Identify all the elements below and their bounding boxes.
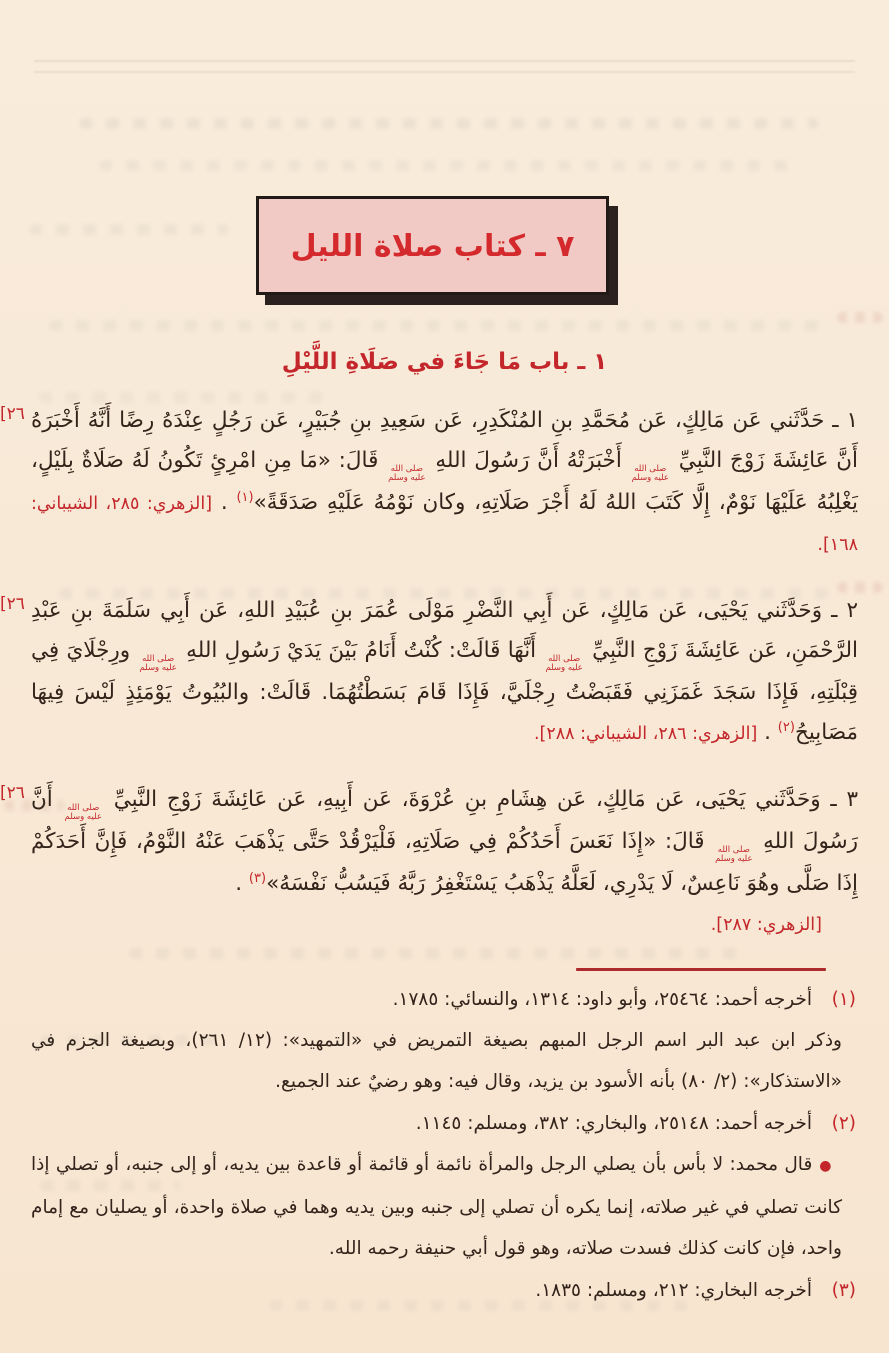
hadith-text: ٣ ـ وَحَدَّثَني يَحْيَى، عَن مَالِكٍ، عَن هِشَامِ بنِ عُرْوَةَ، عَن أَبِيهِ، عَن عَائِشَةَ زَوْجِ النَّبِيِّ: [103, 787, 858, 812]
footnote-separator: [576, 968, 826, 971]
footnote-continuation: [31, 1020, 858, 1102]
hadith-list: [0, 401, 859, 942]
bab-heading: ١ ـ باب مَا جَاءَ في صَلَاةِ اللَّيْلِ: [281, 349, 608, 375]
saw-symbol-bottom: عليه وسلم: [715, 854, 753, 864]
saw-symbol-bottom: عليه وسلم: [64, 812, 102, 822]
kitab-title-box: [256, 196, 609, 295]
takhrij-reference: [الزهري: ٢٨٧].: [710, 915, 822, 935]
footnote-main: [31, 1270, 858, 1311]
footnote-text: أخرجه أحمد: ٢٥١٤٨، والبخاري: ٣٨٢، ومسلم: ١١٤٥.: [415, 1113, 812, 1134]
saw-symbol-bottom: عليه وسلم: [139, 663, 177, 673]
footnote-marker-inline: (٢): [777, 719, 795, 735]
kitab-title: ٧ ـ كتاب صلاة الليل: [290, 229, 575, 264]
saw-symbol-top: صلى الله: [67, 803, 100, 813]
hadith-text: أَنَّهَا قَالَتْ: كُنْتُ أَنَامُ بَيْنَ يَدَيْ رَسُولِ اللهِ: [178, 638, 544, 663]
saw-symbol-top: صلى الله: [634, 464, 667, 474]
margin-hadith-number: [٢٦: [0, 404, 25, 424]
bullet-icon: ●: [819, 1158, 832, 1174]
header-rule: [34, 60, 855, 62]
saw-symbol: [65, 804, 102, 822]
hadith-text: .: [757, 720, 778, 745]
saw-symbol-bottom: عليه وسلم: [545, 663, 583, 673]
footnote-text: قال محمد: لا بأس بأن يصلي الرجل والمرأة نائمة أو قائمة أو قاعدة بين يديه، أو إلى جنبه، أو تصلي إذا كانت تصلي في غير صلاته، إنما يكره أن تصلي إلى جنبه وبين يديه وهما في صلاة واحدة، أو يصليان مع إمام واحد، فإن كانت كذلك فسدت صلاته، وهو قول أبي حنيفة رحمه الله.: [31, 1154, 842, 1259]
bleed-through-smudge: [129, 948, 749, 959]
saw-symbol: [139, 655, 176, 673]
saw-symbol-top: صلى الله: [142, 654, 175, 664]
saw-symbol-bottom: عليه وسلم: [631, 473, 670, 483]
footnote-marker-inline: (١): [236, 489, 254, 505]
hadith-text: ١ ـ حَدَّثَني عَن مَالِكٍ، عَن مُحَمَّدِ بنِ المُنْكَدِرِ، عَن سَعِيدِ بنِ جُبَيْرٍ، عَن رَجُلٍ عِنْدَهُ رِضًا أَنَّهُ أَخْبَرَهُ أَنَّ عَائِشَةَ زَوْجَ النَّبِيِّ: [31, 408, 858, 473]
footnote-number: (٣): [831, 1280, 856, 1301]
footnote-item: [31, 979, 858, 1102]
hadith-text: أَنَّ رَسُولَ اللهِ: [31, 787, 858, 854]
saw-symbol-top: صلى الله: [717, 845, 750, 855]
takhrij-reference: [الزهري: ٢٨٦، الشيباني: ٢٨٨].: [533, 724, 758, 744]
footnote-text: أخرجه أحمد: ٢٥٤٦٤، وأبو داود: ١٣١٤، والنسائي: ١٧٨٥.: [392, 989, 812, 1010]
hadith-text: قَالَ: «مَا مِنِ امْرِئٍ تَكُونُ لَهُ صَلَاةٌ بِلَيْلٍ، يَغْلِبُهُ عَلَيْهَا نَوْمٌ، إِلَّا كَتَبَ اللهُ لَهُ أَجْرَ صَلَاتِهِ، وكان نَوْمُهُ عَلَيْهِ صَدَقَةً»: [31, 448, 859, 515]
saw-symbol: [715, 846, 752, 864]
footnote-main: [31, 1103, 858, 1144]
footnote-number: (٢): [831, 1113, 856, 1134]
saw-symbol: [632, 465, 669, 483]
bleed-through-smudge: [29, 224, 229, 235]
bleed-through-smudge: [49, 320, 829, 331]
hadith-paragraph: [0, 780, 858, 942]
hadith-text: ٢ ـ وَحَدَّثَني يَحْيَى، عَن مَالِكٍ، عَن أَبِي النَّضْرِ مَوْلَى عُمَرَ بنِ عُبَيْدِ اللهِ، عَن أَبِي سَلَمَةَ بنِ عَبْدِ الرَّحْمَنِ، عَن عَائِشَةَ زَوْجِ النَّبِيِّ: [31, 598, 858, 663]
footnote-marker-inline: (٣): [248, 870, 267, 886]
saw-symbol-top: صلى الله: [390, 464, 423, 474]
bleed-through-smudge: [79, 118, 819, 129]
bleed-through-smudge: [99, 160, 799, 171]
hadith-text: قَالَ: «إِذَا نَعَسَ أَحَدُكُمْ فِي صَلَاتِهِ، فَلْيَرْقُدْ حَتَّى يَذْهَبَ عَنْهُ النَّوْمُ، فَإِنَّ أَحَدَكُمْ إِذَا صَلَّى وهُوَ نَاعِسٌ، لَا يَدْرِي، لَعَلَّهُ يَذْهَبُ يَسْتَغْفِرُ رَبَّهُ فَيَسُبُّ نَفْسَهُ»: [31, 829, 858, 896]
footnote-main: [31, 979, 858, 1020]
bleed-through-smudge: [837, 312, 883, 323]
header-rule: [34, 71, 855, 73]
hadith-text: .: [212, 490, 237, 515]
footnote-number: (١): [831, 989, 856, 1010]
footnote-text: وذكر ابن عبد البر اسم الرجل المبهم بصيغة التمريض في «التمهيد»: (١٢/ ٢٦١)، وبصيغة الجزم في «الاستذكار»: (٢/ ٨٠) بأنه الأسود بن يزيد، وقال فيه: وهو رضيٌ عند الجميع.: [31, 1030, 842, 1092]
footnotes: [31, 979, 858, 1311]
hadith-text: ورِجْلَايَ فِي قِبْلَتِهِ، فَإِذَا سَجَدَ غَمَزَنِي فَقَبَضْتُ رِجْلَيَّ، فَإِذَا قَامَ بَسَطْتُهُمَا. قَالَتْ: والبُيُوتُ يَوْمَئِذٍ لَيْسَ فِيهَا مَصَابِيحُ: [31, 638, 858, 745]
saw-symbol: [545, 655, 582, 673]
footnote-commentary: [31, 1144, 858, 1269]
saw-symbol: [388, 465, 425, 483]
footnote-item: [31, 1103, 858, 1269]
hadith-text: .: [235, 871, 249, 896]
takhrij-reference: [الزهري: ٢٨٥، الشيباني: ١٦٨].: [31, 494, 858, 555]
hadith-paragraph: [0, 591, 858, 754]
footnote-text: أخرجه البخاري: ٢١٢، ومسلم: ١٨٣٥.: [535, 1280, 812, 1301]
footnote-item: [31, 1270, 858, 1311]
hadith-text: أَخْبَرَتْهُ أَنَّ رَسُولَ اللهِ: [427, 448, 630, 473]
page-header-bleed: [34, 60, 855, 84]
hadith-paragraph: [0, 401, 859, 565]
margin-hadith-number: [٢٦: [0, 783, 25, 803]
saw-symbol-top: صلى الله: [548, 654, 581, 664]
margin-hadith-number: [٢٦: [0, 594, 25, 614]
saw-symbol-bottom: عليه وسلم: [388, 473, 426, 483]
